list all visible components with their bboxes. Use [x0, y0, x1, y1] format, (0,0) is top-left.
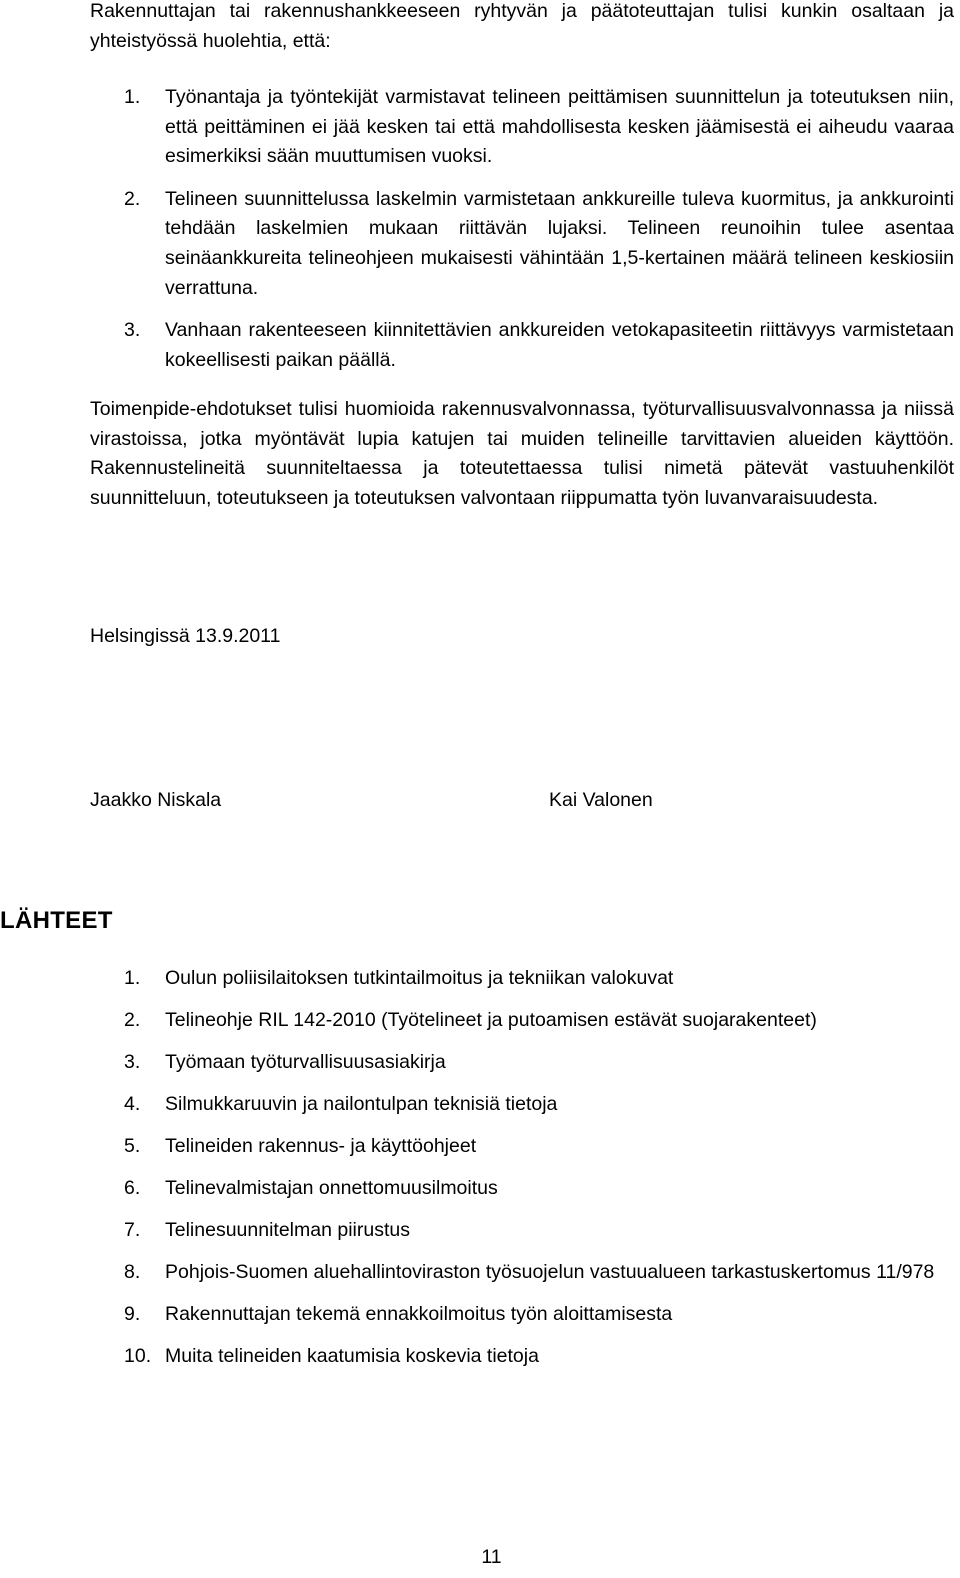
- list-item-text: Telineen suunnittelussa laskelmin varmistetaan ankkureille tuleva kuormitus, ja ankkurointi tehdään laskelmien mukaan riittävän lujaksi. Telineen reunoihin tulee asentaa seinäankkureita telineohjeen mukaisesti vähintään 1,5-kertainen määrä telineen keskiosiin verrattuna.: [165, 187, 954, 299]
- list-item-number: 2.: [124, 187, 141, 210]
- page-number: 11: [481, 1546, 502, 1568]
- list-item-number: 1.: [124, 86, 141, 108]
- signatory-name: Jaakko Niskala: [90, 789, 222, 811]
- measures-list: [124, 83, 954, 388]
- source-number: 3.: [124, 1051, 141, 1073]
- source-item: [124, 1216, 954, 1246]
- source-item: [124, 1300, 954, 1330]
- source-item: [124, 1258, 954, 1288]
- source-text: Rakennuttajan tekemä ennakkoilmoitus työn aloittamisesta: [165, 1303, 673, 1325]
- source-item: [124, 1006, 954, 1036]
- signatory-name: Kai Valonen: [549, 789, 653, 811]
- source-number: 5.: [124, 1135, 141, 1157]
- source-number: 1.: [124, 967, 141, 989]
- source-text: Telineohje RIL 142-2010 (Työtelineet ja putoamisen estävät suojarakenteet): [165, 1009, 817, 1031]
- place-date: Helsingissä 13.9.2011: [90, 625, 281, 647]
- source-text: Telineiden rakennus- ja käyttöohjeet: [165, 1135, 477, 1157]
- source-item: [124, 964, 954, 994]
- source-number: 2.: [124, 1009, 141, 1031]
- list-item: [124, 185, 954, 304]
- source-number: 9.: [124, 1303, 141, 1325]
- source-number: 7.: [124, 1219, 141, 1241]
- source-number: 10.: [124, 1345, 152, 1367]
- sources-list: [124, 964, 954, 1384]
- sources-heading: LÄHTEET: [0, 907, 113, 934]
- source-number: 6.: [124, 1177, 141, 1199]
- source-item: [124, 1132, 954, 1162]
- list-item: [124, 316, 954, 375]
- source-number: 4.: [124, 1093, 141, 1115]
- list-item-number: 3.: [124, 318, 141, 341]
- source-item: [124, 1048, 954, 1078]
- source-item: [124, 1174, 954, 1204]
- intro-paragraph: Rakennuttajan tai rakennushankkeeseen ryhtyvän ja päätoteuttajan tulisi kunkin osaltaan ja yhteistyössä huolehtia, että:: [90, 0, 954, 52]
- list-item: [124, 83, 954, 172]
- list-item-text: Työnantaja ja työntekijät varmistavat telineen peittämisen suunnittelun ja toteutuksen niin, että peittäminen ei jää kesken tai että mahdollisesta kesken jäämisestä ei aiheudu vaaraa esimerkiksi sään muuttumisen vuoksi.: [165, 86, 954, 168]
- source-item: [124, 1090, 954, 1120]
- source-text: Telinesuunnitelman piirustus: [165, 1219, 410, 1241]
- source-text: Työmaan työturvallisuusasiakirja: [165, 1051, 446, 1073]
- source-text: Oulun poliisilaitoksen tutkintailmoitus ja tekniikan valokuvat: [165, 967, 674, 989]
- source-text: Silmukkaruuvin ja nailontulpan teknisiä tietoja: [165, 1093, 558, 1115]
- list-item-text: Vanhaan rakenteeseen kiinnitettävien ankkureiden vetokapasiteetin riittävyys varmistetaan kokeellisesti paikan päällä.: [165, 318, 954, 371]
- closing-paragraph: Toimenpide-ehdotukset tulisi huomioida rakennusvalvonnassa, työturvallisuusvalvonnassa ja niissä virastoissa, jotka myöntävät lupia katujen tai muiden telineille tarvittavien alueiden käyttöön. Rakennustelineitä suunniteltaessa ja toteutettaessa tulisi nimetä pätevät vastuuhenkilöt suunnitteluun, toteutukseen ja toteutuksen valvontaan riippumatta työn luvanvaraisuudesta.: [90, 398, 954, 510]
- source-text: Pohjois-Suomen aluehallintoviraston työsuojelun vastuualueen tarkastuskertomus 11/978: [165, 1261, 935, 1283]
- source-text: Muita telineiden kaatumisia koskevia tietoja: [165, 1345, 539, 1367]
- source-item: [124, 1342, 954, 1372]
- source-number: 8.: [124, 1261, 141, 1283]
- source-text: Telinevalmistajan onnettomuusilmoitus: [165, 1177, 498, 1199]
